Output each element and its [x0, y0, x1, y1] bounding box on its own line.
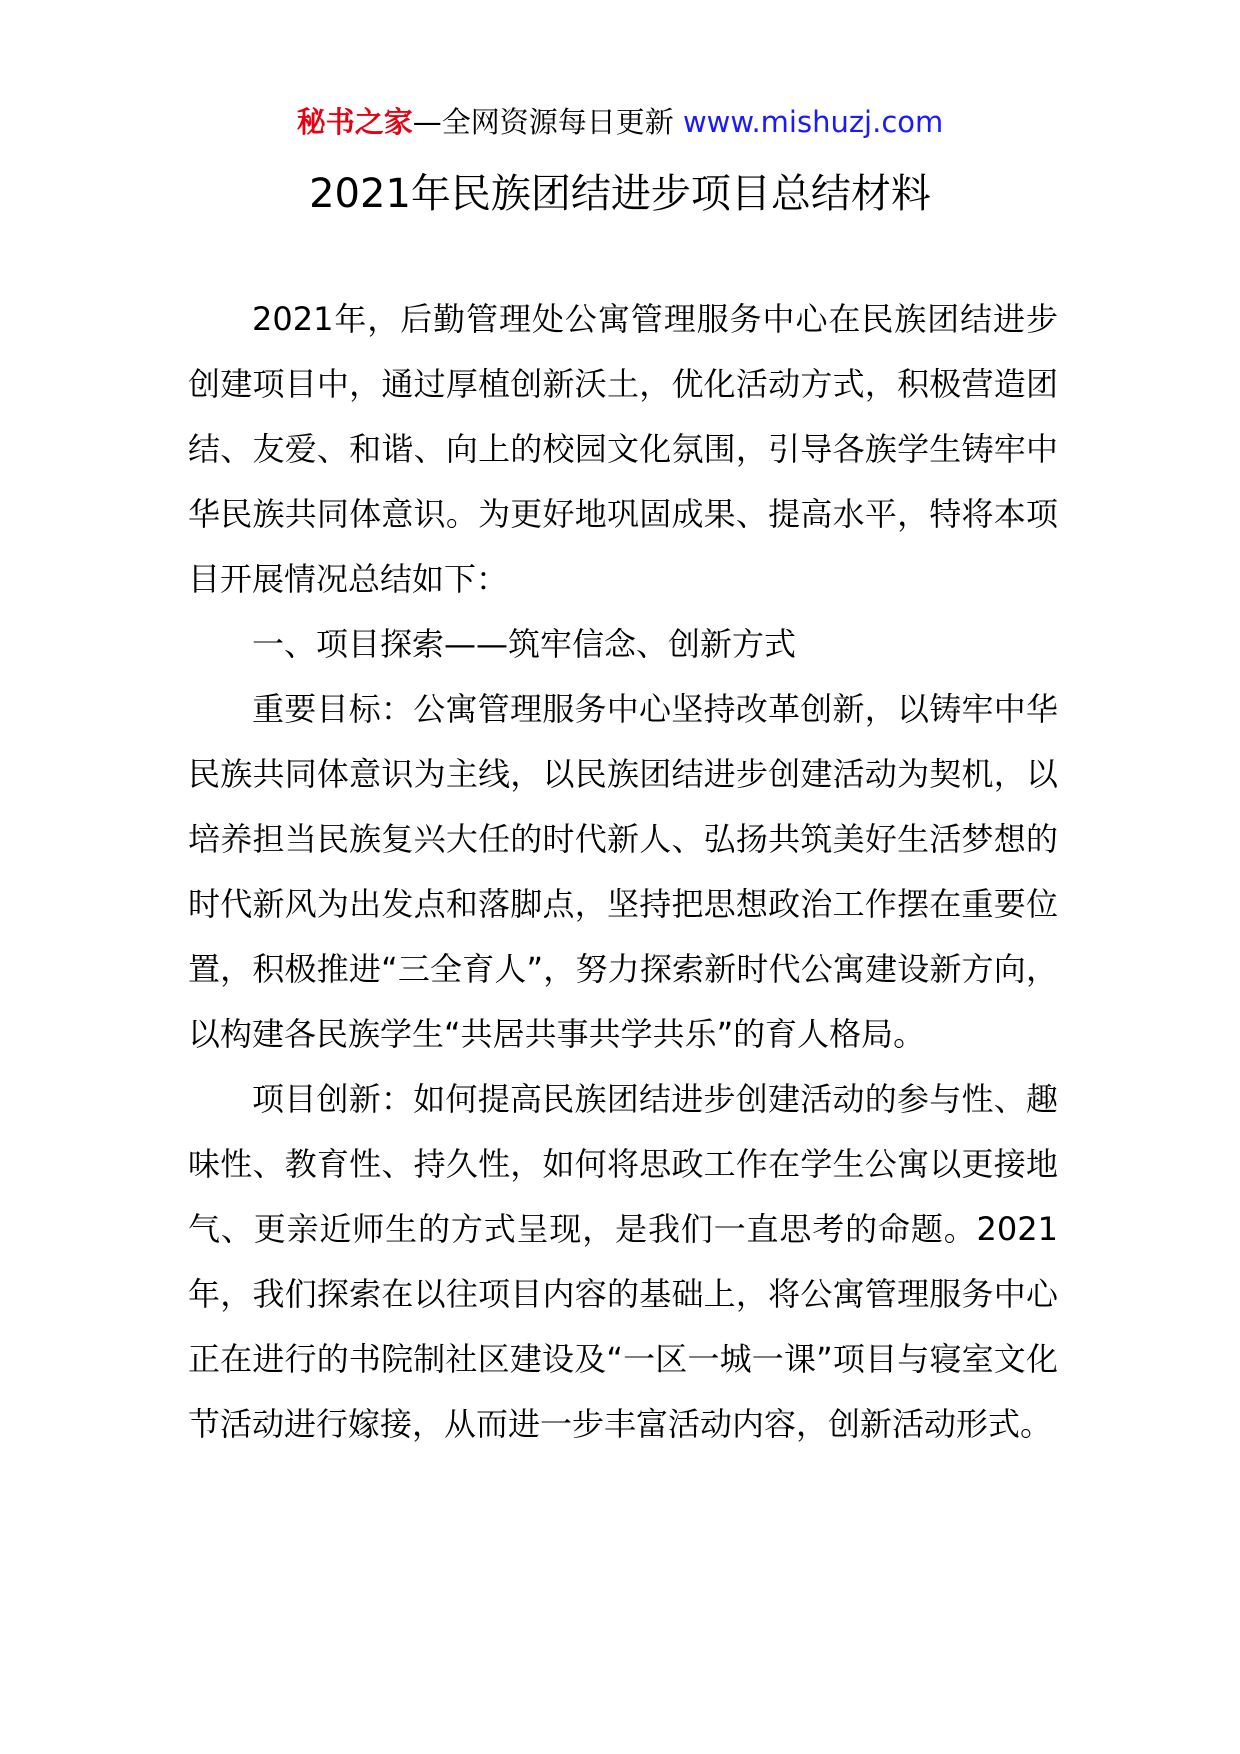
- paragraph-innovation: 项目创新：如何提高民族团结进步创建活动的参与性、趣味性、教育性、持久性，如何将思政工作在学生公寓以更接地气、更亲近师生的方式呈现，是我们一直思考的命题。2021年，我们探索在以往项目内容的基础上，将公寓管理服务中心正在进行的书院制社区建设及“一区一城一课”项目与寝室文化节活动进行嫁接，从而进一步丰富活动内容，创新活动形式。: [188, 1080, 1058, 1443]
- paragraph-intro: 2021年，后勤管理处公寓管理服务中心在民族团结进步创建项目中，通过厚植创新沃土，优化活动方式，积极营造团结、友爱、和谐、向上的校园文化氛围，引导各族学生铸牢中华民族共同体意识。为更好地巩固成果、提高水平，特将本项目开展情况总结如下：: [188, 300, 1058, 598]
- section-heading: 一、项目探索——筑牢信念、创新方式: [252, 625, 797, 663]
- paragraph-goal: 重要目标：公寓管理服务中心坚持改革创新，以铸牢中华民族共同体意识为主线，以民族团结进步创建活动为契机，以培养担当民族复兴大任的时代新人、弘扬共筑美好生活梦想的时代新风为出发点和落脚点，坚持把思想政治工作摆在重要位置，积极推进“三全育人”，努力探索新时代公寓建设新方向，以构建各民族学生“共居共事共学共乐”的育人格局。: [188, 690, 1058, 1053]
- document-title: 2021年民族团结进步项目总结材料: [309, 171, 931, 217]
- site-url-link[interactable]: www.mishuzj.com: [682, 105, 944, 139]
- brand-name: 秘书之家: [296, 105, 413, 139]
- header-slogan: —全网资源每日更新: [412, 105, 683, 139]
- document-body: [188, 287, 1058, 1457]
- site-header: [0, 100, 1240, 144]
